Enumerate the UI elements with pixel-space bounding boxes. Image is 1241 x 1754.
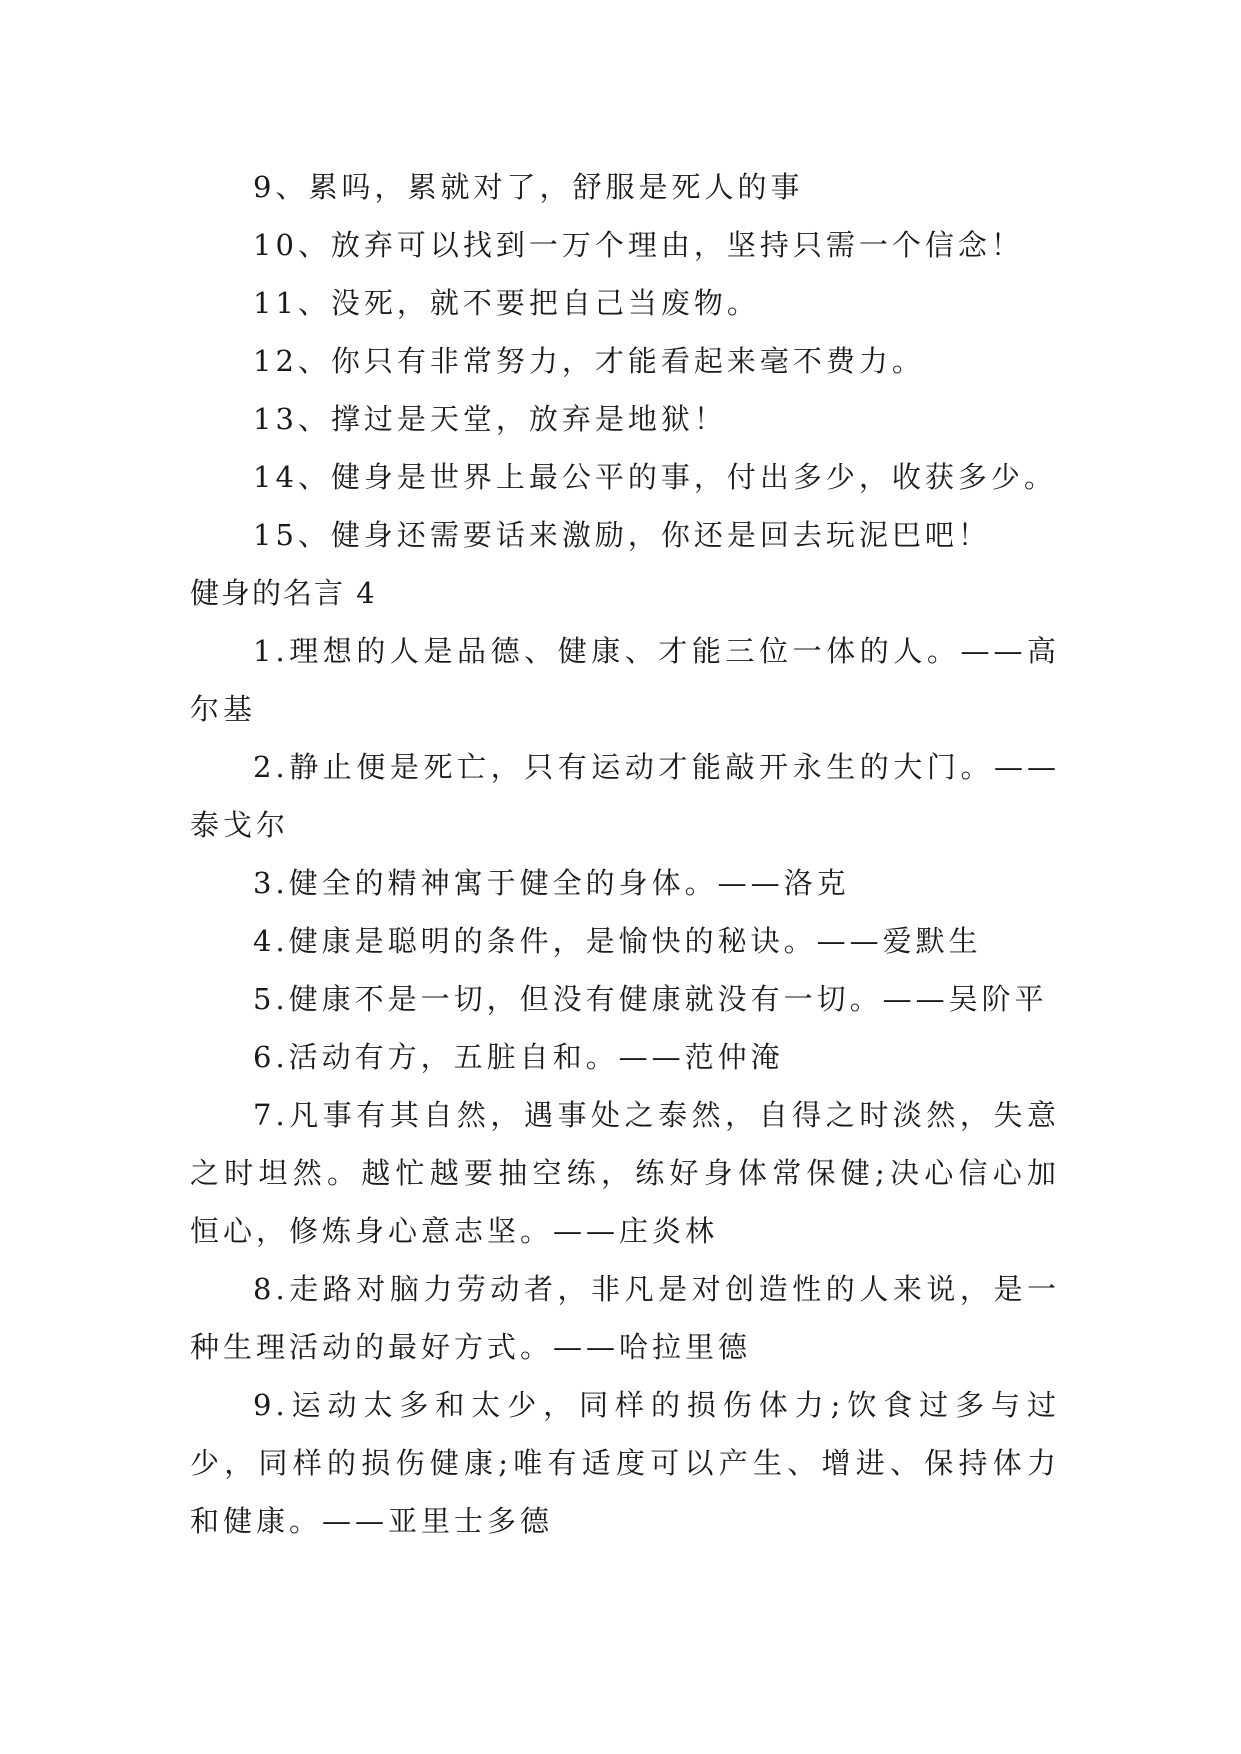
list-item: 12、你只有非常努力，才能看起来毫不费力。 [253, 344, 925, 378]
list-item: 9、累吗，累就对了，舒服是死人的事 [253, 170, 804, 204]
list-item: 11、没死，就不要把自己当废物。 [253, 286, 760, 320]
quote-paragraph: 8.走路对脑力劳动者，非凡是对创造性的人来说，是一种生理活动的最好方式。——哈拉里德 [190, 1272, 1060, 1364]
quote-paragraph: 4.健康是聪明的条件，是愉快的秘诀。——爱默生 [253, 924, 982, 958]
list-item: 13、撑过是天堂，放弃是地狱！ [253, 402, 727, 436]
quote-paragraph: 2.静止便是死亡，只有运动才能敲开永生的大门。——泰戈尔 [190, 750, 1060, 842]
quote-paragraph: 3.健全的精神寓于健全的身体。——洛克 [253, 866, 850, 900]
quote-paragraph: 9.运动太多和太少，同样的损伤体力;饮食过多与过少，同样的损伤健康;唯有适度可以产生、增进、保持体力和健康。——亚里士多德 [190, 1388, 1060, 1538]
quote-paragraph: 6.活动有方，五脏自和。——范仲淹 [253, 1040, 784, 1074]
quote-paragraph: 7.凡事有其自然，遇事处之泰然，自得之时淡然，失意之时坦然。越忙越要抽空练，练好身体常保健;决心信心加恒心，修炼身心意志坚。——庄炎林 [190, 1098, 1060, 1248]
document-body [190, 158, 1060, 1550]
section-title: 健身的名言 4 [190, 576, 377, 610]
list-item: 15、健身还需要话来激励，你还是回去玩泥巴吧！ [253, 518, 991, 552]
list-item: 14、健身是世界上最公平的事，付出多少，收获多少。 [253, 460, 1057, 494]
quote-paragraph: 1.理想的人是品德、健康、才能三位一体的人。——高尔基 [190, 634, 1060, 726]
list-item: 10、放弃可以找到一万个理由，坚持只需一个信念！ [253, 228, 1024, 262]
quote-paragraph: 5.健康不是一切，但没有健康就没有一切。——吴阶平 [253, 982, 1048, 1016]
